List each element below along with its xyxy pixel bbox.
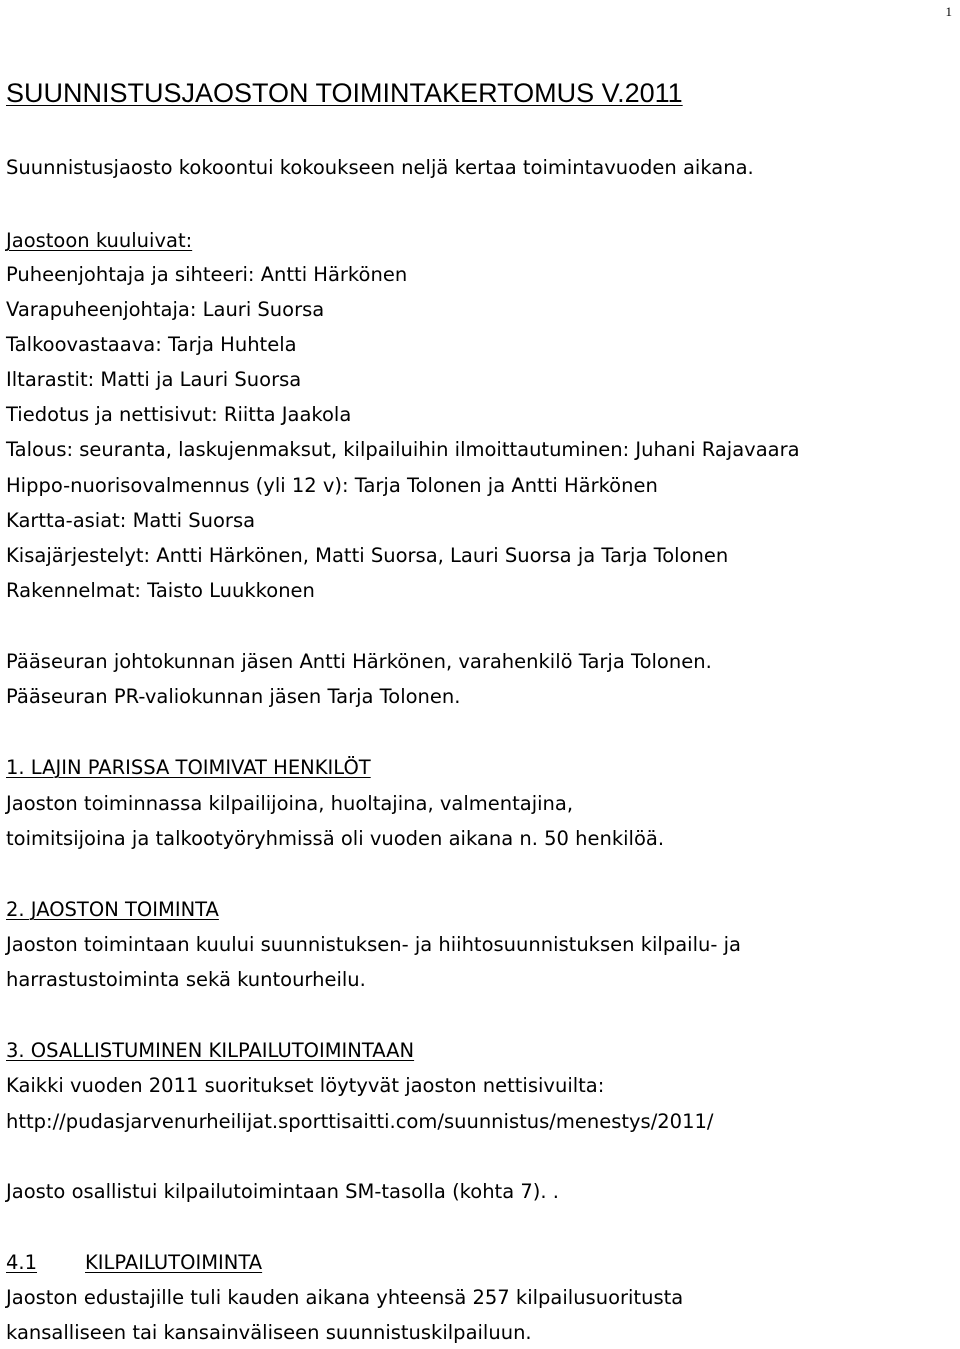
section-4-1-number: 4.1 — [6, 1251, 38, 1274]
document-title: SUUNNISTUSJAOSTON TOIMINTAKERTOMUS V.2011 — [6, 78, 683, 108]
member-line: Iltarastit: Matti ja Lauri Suorsa — [6, 368, 302, 391]
main-club-line: Pääseuran PR-valiokunnan jäsen Tarja Tolonen. — [6, 685, 461, 708]
section-4-1-title: KILPAILUTOIMINTA — [85, 1251, 263, 1274]
section-2-text: harrastustoiminta sekä kuntourheilu. — [6, 968, 366, 991]
main-club-line: Pääseuran johtokunnan jäsen Antti Härkönen, varahenkilö Tarja Tolonen. — [6, 650, 712, 673]
section-3-note: Jaosto osallistui kilpailutoimintaan SM-tasolla (kohta 7). . — [6, 1180, 559, 1203]
section-4-1-text: kansalliseen tai kansainväliseen suunnistuskilpailuun. — [6, 1321, 532, 1344]
section-3-heading: 3. OSALLISTUMINEN KILPAILUTOIMINTAAN — [6, 1039, 415, 1062]
section-4-1-heading — [6, 1250, 262, 1276]
member-line: Varapuheenjohtaja: Lauri Suorsa — [6, 298, 325, 321]
section-2-text: Jaoston toimintaan kuului suunnistuksen- ja hiihtosuunnistuksen kilpailu- ja — [6, 933, 741, 956]
section-4-1-text: Jaoston edustajille tuli kauden aikana yhteensä 257 kilpailusuoritusta — [6, 1286, 684, 1309]
results-url: http://pudasjarvenurheilijat.sporttisaitti.com/suunnistus/menestys/2011/ — [6, 1110, 714, 1133]
section-1-heading: 1. LAJIN PARISSA TOIMIVAT HENKILÖT — [6, 756, 371, 779]
member-line: Hippo-nuorisovalmennus (yli 12 v): Tarja Tolonen ja Antti Härkönen — [6, 474, 658, 497]
section-2-heading: 2. JAOSTON TOIMINTA — [6, 898, 219, 921]
member-line: Talkoovastaava: Tarja Huhtela — [6, 333, 297, 356]
member-line: Kisajärjestelyt: Antti Härkönen, Matti Suorsa, Lauri Suorsa ja Tarja Tolonen — [6, 544, 729, 567]
member-line: Kartta-asiat: Matti Suorsa — [6, 509, 256, 532]
members-heading: Jaostoon kuuluivat: — [6, 229, 193, 252]
member-line: Rakennelmat: Taisto Luukkonen — [6, 579, 315, 602]
page-number: 1 — [945, 4, 952, 19]
member-line: Talous: seuranta, laskujenmaksut, kilpailuihin ilmoittautuminen: Juhani Rajavaara — [6, 438, 800, 461]
section-1-text: toimitsijoina ja talkootyöryhmissä oli vuoden aikana n. 50 henkilöä. — [6, 827, 665, 850]
member-line: Puheenjohtaja ja sihteeri: Antti Härkönen — [6, 263, 408, 286]
member-line: Tiedotus ja nettisivut: Riitta Jaakola — [6, 403, 352, 426]
section-1-text: Jaoston toiminnassa kilpailijoina, huoltajina, valmentajina, — [6, 792, 574, 815]
section-3-text: Kaikki vuoden 2011 suoritukset löytyvät jaoston nettisivuilta: — [6, 1074, 605, 1097]
intro-paragraph: Suunnistusjaosto kokoontui kokoukseen neljä kertaa toimintavuoden aikana. — [6, 156, 754, 179]
